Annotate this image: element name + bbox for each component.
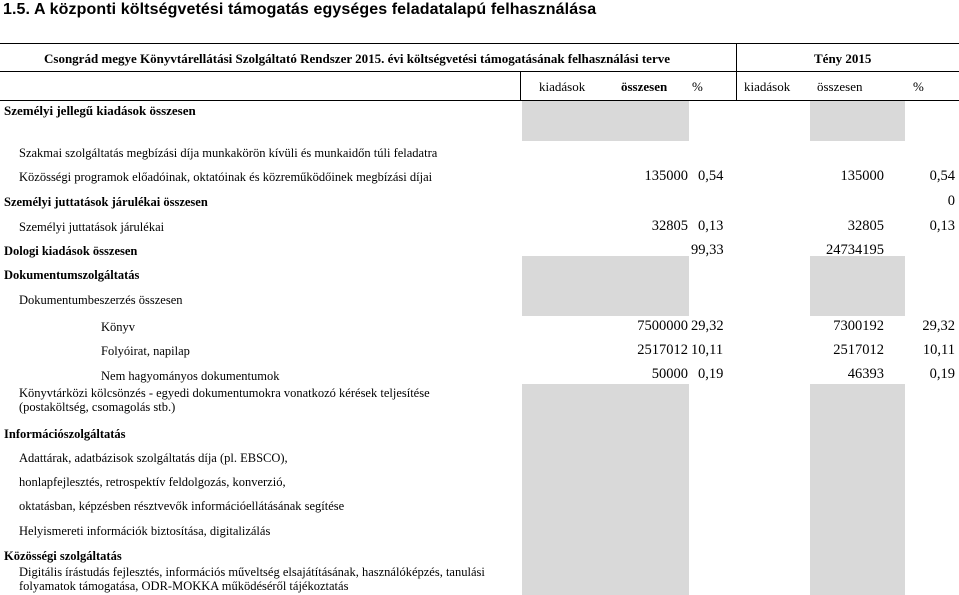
row-nem-hagyomanyos-actual: 46393 xyxy=(847,366,884,382)
header-divider-3 xyxy=(736,71,737,100)
header-top-rule xyxy=(0,43,959,44)
row-konyv-plan: 7500000 xyxy=(637,318,688,334)
row-folyoirat-label: Folyóirat, napilap xyxy=(101,344,190,358)
row-informacios-label: Információszolgáltatás xyxy=(4,427,126,441)
row-dologi-plan-pct: 99,33 xyxy=(691,242,724,258)
col-osszesen: összesen xyxy=(621,79,668,94)
row-oktatas-label: oktatásban, képzésben résztvevők információellátásának segítése xyxy=(19,499,345,513)
row-folyoirat-actual: 2517012 xyxy=(833,342,884,358)
shaded-cell xyxy=(810,101,905,141)
row-szemelyi-label: Személyi jellegű kiadások összesen xyxy=(4,103,196,118)
row-dologi-label: Dologi kiadások összesen xyxy=(4,244,138,258)
row-digitalis-label: Digitális írástudás fejlesztés, információs műveltség elsajátításának, használóképzés, tanulási folyamatok támogatása, ODR-MOKKA működéséről tájékoztatás xyxy=(19,565,485,593)
row-kozossegi-actual-pct: 0,54 xyxy=(929,168,955,184)
row-konyv-actual-pct: 29,32 xyxy=(922,318,955,334)
row-kozossegi-plan: 135000 xyxy=(644,168,688,184)
row-nem-hagyomanyos-plan-pct: 0,19 xyxy=(698,366,724,382)
row-konyvtarkozi-label: Könyvtárközi kölcsönzés - egyedi dokumentumokra vonatkozó kérések teljesítése (postaköltség, csomagolás stb.) xyxy=(19,386,430,414)
col2-osszesen: összesen xyxy=(817,79,863,94)
row-jarulek-plan-pct: 0,13 xyxy=(698,218,724,234)
row-nem-hagyomanyos-label: Nem hagyományos dokumentumok xyxy=(101,369,280,383)
row-dokbeszerzes-label: Dokumentumbeszerzés összesen xyxy=(19,293,183,307)
col-pct: % xyxy=(692,79,703,94)
row-konyv-plan-pct: 29,32 xyxy=(691,318,724,334)
page-title: 1.5. A központi költségvetési támogatás egységes feladatalapú felhasználása xyxy=(3,1,597,18)
row-kozossegi-actual: 135000 xyxy=(840,168,884,184)
row-folyoirat-plan-pct: 10,11 xyxy=(691,342,724,358)
row-honlap-label: honlapfejlesztés, retrospektív feldolgozás, konverzió, xyxy=(19,475,286,489)
row-kozossegi-szolg-label: Közösségi szolgáltatás xyxy=(4,549,122,563)
row-jarulek-actual-pct: 0,13 xyxy=(929,218,955,234)
row-nem-hagyomanyos-plan: 50000 xyxy=(651,366,688,382)
header-divider-1 xyxy=(736,43,737,71)
shaded-cell xyxy=(522,101,689,141)
row-konyv-actual: 7300192 xyxy=(833,318,884,334)
shaded-cell xyxy=(522,384,689,595)
row-folyoirat-plan: 2517012 xyxy=(637,342,688,358)
header-mid-rule xyxy=(0,71,959,72)
row-szakmai-label: Szakmai szolgáltatás megbízási díja munkakörön kívüli és munkaidőn túli feladatra xyxy=(19,146,438,160)
plan-title: Csongrád megye Könyvtárellátási Szolgáltató Rendszer 2015. évi költségvetési támogatásának felhasználási terve xyxy=(44,51,670,66)
row-folyoirat-actual-pct: 10,11 xyxy=(922,342,955,358)
header-divider-2 xyxy=(520,71,521,100)
shaded-cell xyxy=(810,256,905,316)
shaded-cell xyxy=(810,384,905,595)
row-adattarak-label: Adattárak, adatbázisok szolgáltatás díja (pl. EBSCO), xyxy=(19,451,288,465)
col-kiadasok: kiadások xyxy=(539,79,586,94)
row-jarulek-actual: 32805 xyxy=(847,218,884,234)
row-dologi-actual: 24734195 xyxy=(826,242,884,258)
row-jarulek-total-label: Személyi juttatások járulékai összesen xyxy=(4,195,208,209)
shaded-cell xyxy=(522,256,689,316)
actual-title: Tény 2015 xyxy=(814,51,872,66)
row-dokszolg-label: Dokumentumszolgáltatás xyxy=(4,268,140,282)
col2-pct: % xyxy=(913,79,924,94)
col2-kiadasok: kiadások xyxy=(744,79,791,94)
row-kozossegi-plan-pct: 0,54 xyxy=(698,168,724,184)
row-jarulek-total-pct: 0 xyxy=(947,193,955,209)
row-nem-hagyomanyos-actual-pct: 0,19 xyxy=(929,366,955,382)
row-konyv-label: Könyv xyxy=(101,320,136,334)
row-jarulek-label: Személyi juttatások járulékai xyxy=(19,220,165,234)
row-kozossegi-label: Közösségi programok előadóinak, oktatóinak és közreműködőinek megbízási díjai xyxy=(19,170,433,184)
row-jarulek-plan: 32805 xyxy=(651,218,688,234)
row-helyismereti-label: Helyismereti információk biztosítása, digitalizálás xyxy=(19,524,271,538)
